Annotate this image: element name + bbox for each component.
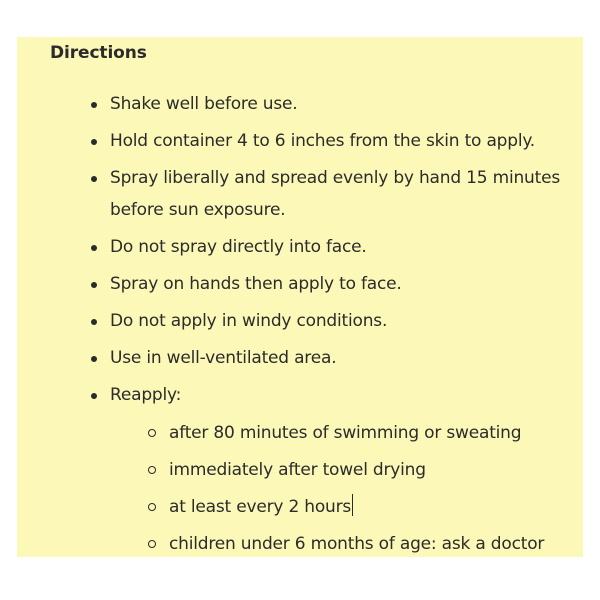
list-item	[90, 231, 570, 263]
sublist-item-text: after 80 minutes of swimming or sweating	[169, 423, 522, 443]
list-item-text: Spray on hands then apply to face.	[110, 274, 402, 294]
list-item	[90, 268, 570, 300]
sublist-item-text: immediately after towel drying	[169, 460, 426, 480]
list-item-text: Shake well before use.	[110, 94, 298, 114]
sublist-item	[148, 454, 570, 486]
directions-heading: Directions	[50, 43, 147, 63]
sublist-item	[148, 528, 570, 560]
list-item-reapply	[90, 379, 570, 560]
list-item	[90, 342, 570, 374]
list-item	[90, 305, 570, 337]
sublist-item	[148, 417, 570, 449]
list-item	[90, 162, 570, 226]
sublist-item-text: at least every 2 hours	[169, 497, 352, 517]
directions-panel	[17, 37, 583, 557]
reapply-sublist	[148, 417, 570, 560]
list-item	[90, 88, 570, 120]
list-item-text: Reapply:	[110, 385, 182, 405]
list-item-text: Use in well-ventilated area.	[110, 348, 337, 368]
list-item	[90, 125, 570, 157]
sublist-item-text: children under 6 months of age: ask a doctor	[169, 534, 545, 554]
list-item-text: Spray liberally and spread evenly by hand 15 minutes before sun exposure.	[110, 168, 560, 220]
list-item-text: Hold container 4 to 6 inches from the skin to apply.	[110, 131, 536, 151]
text-cursor	[352, 494, 353, 516]
list-item-text: Do not apply in windy conditions.	[110, 311, 388, 331]
list-item-text: Do not spray directly into face.	[110, 237, 367, 257]
sublist-item	[148, 491, 570, 523]
directions-list	[90, 88, 570, 565]
